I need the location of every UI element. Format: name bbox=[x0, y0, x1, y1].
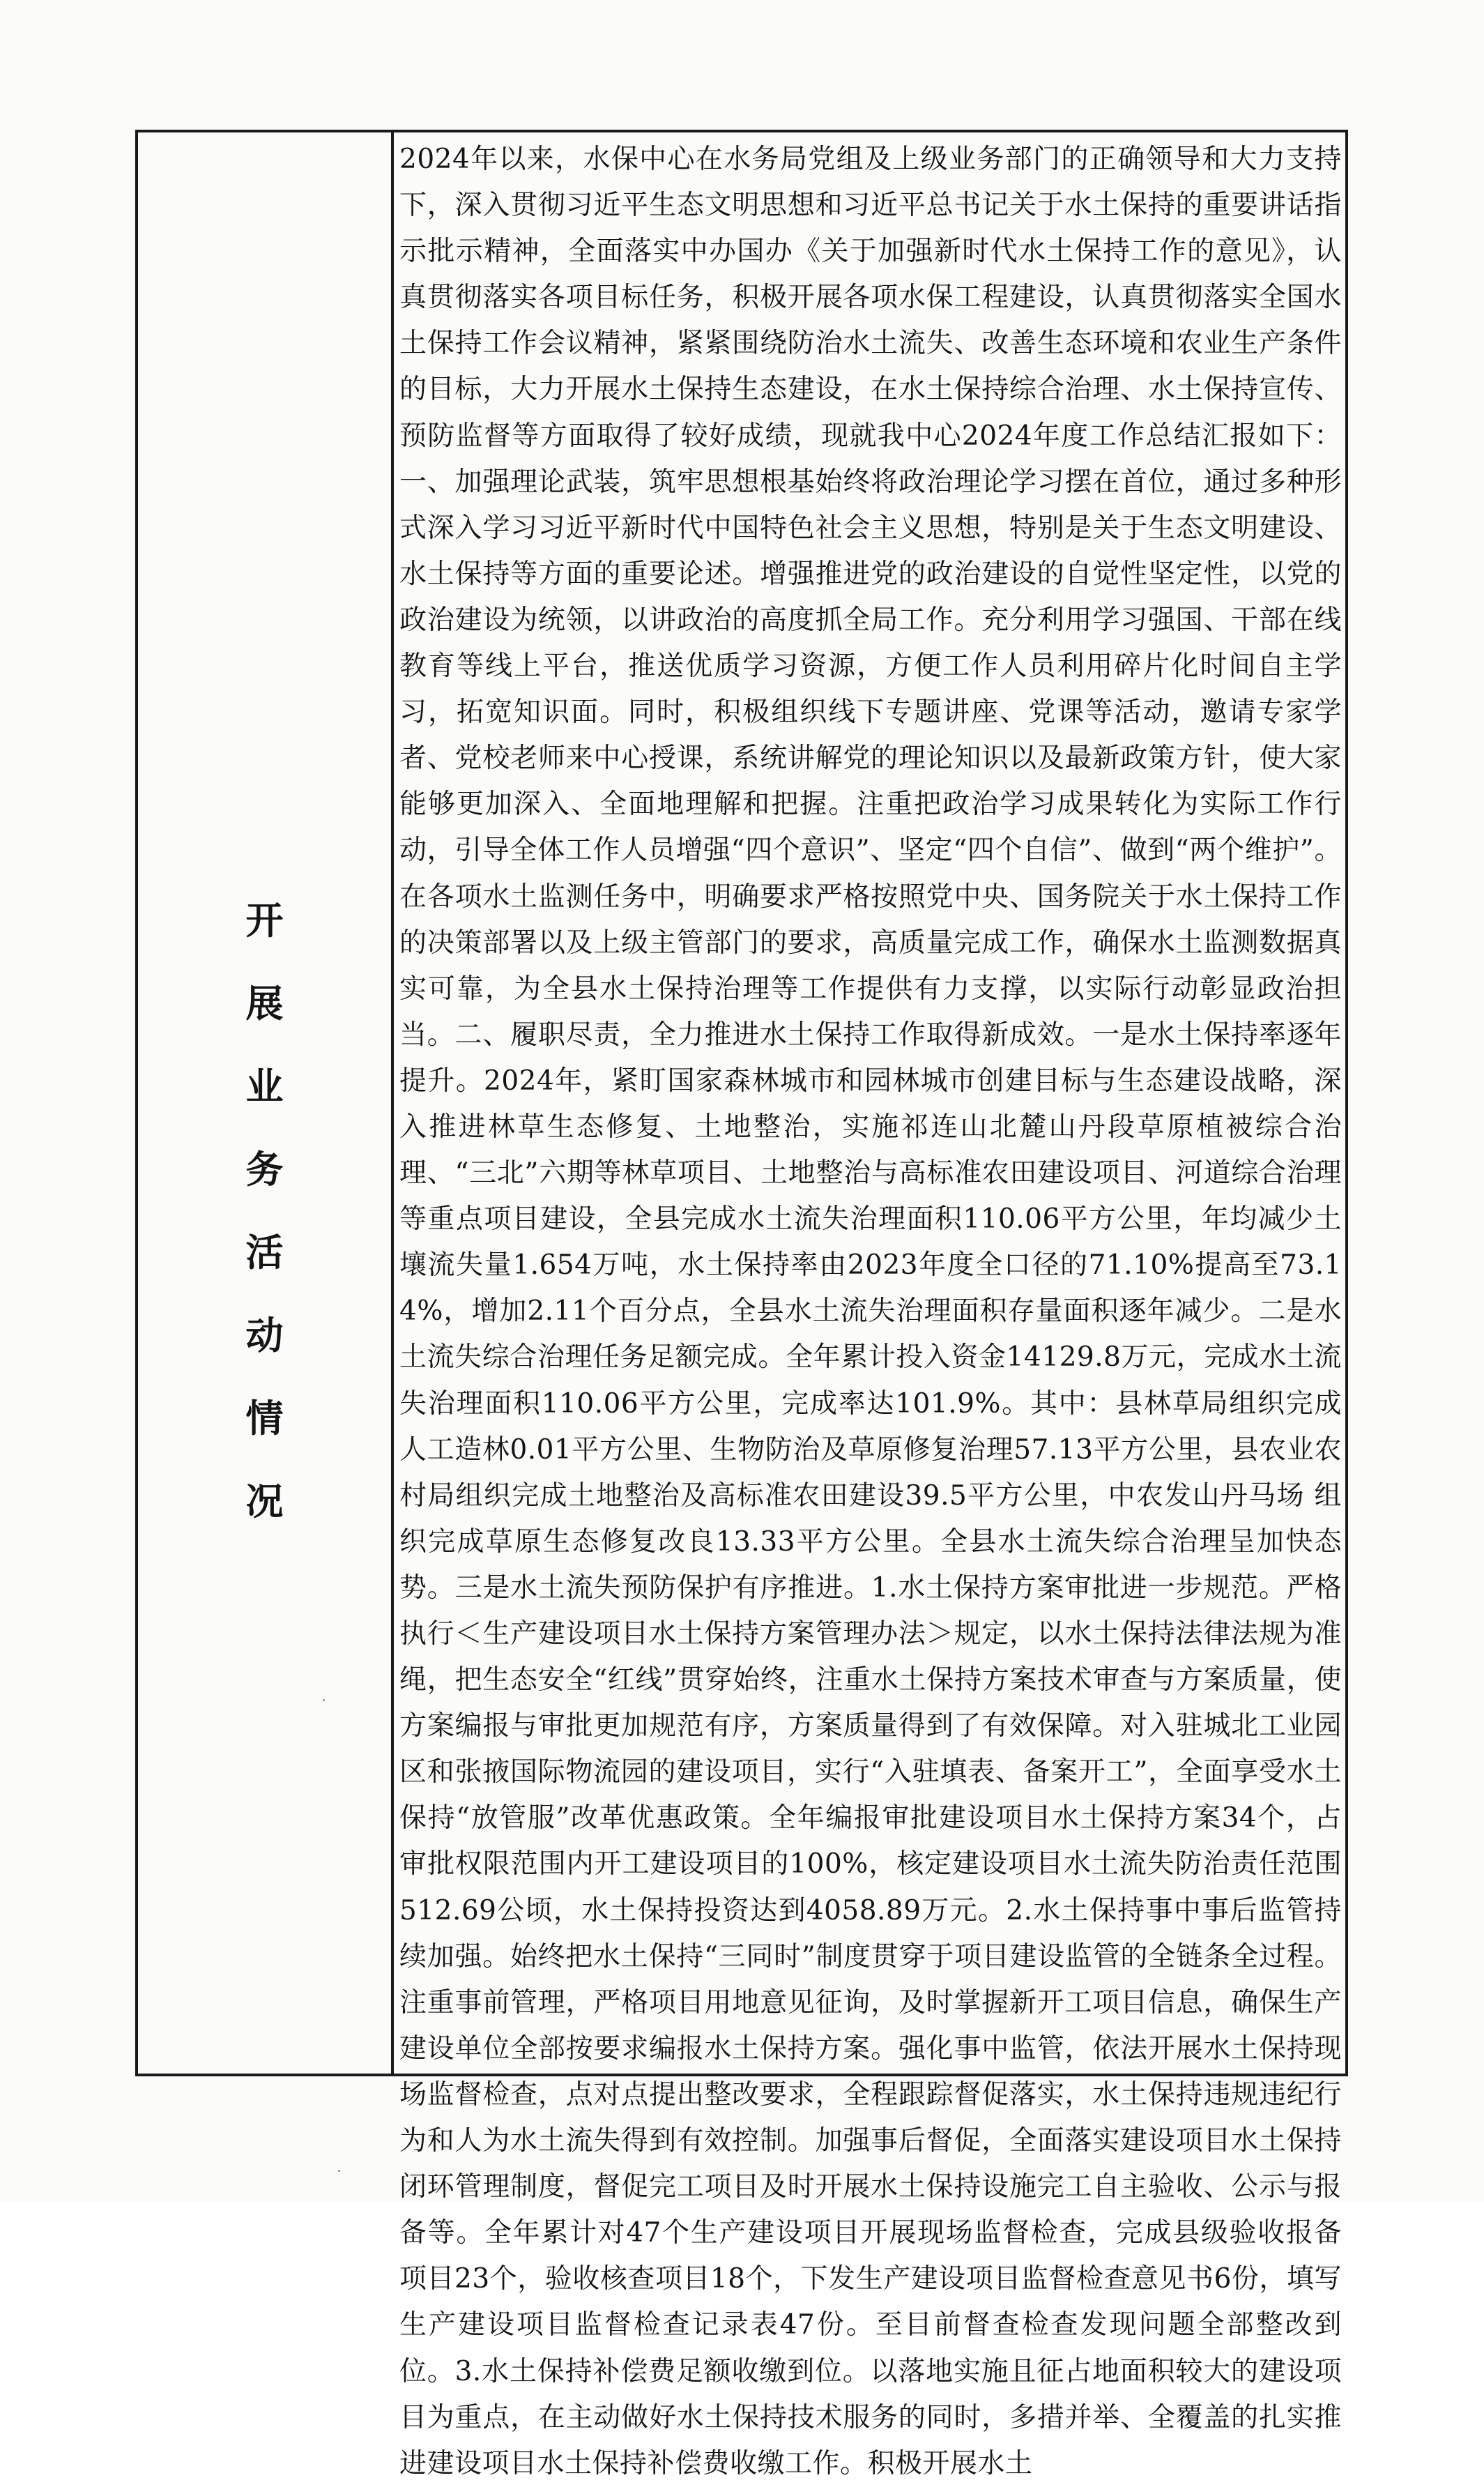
scan-speck bbox=[323, 1699, 325, 1701]
label-char: 业 bbox=[245, 1064, 284, 1109]
section-label-vertical bbox=[138, 898, 391, 1565]
label-char: 务 bbox=[245, 1147, 284, 1192]
section-label-cell bbox=[138, 132, 394, 2074]
work-summary-text: 2024年以来，水保中心在水务局党组及上级业务部门的正确领导和大力支持下，深入贯彻习近平生态文明思想和习近平总书记关于水土保持的重要讲话指示批示精神，全面落实中办国办《关于加强新时代水土保持工作的意见》，认真贯彻落实各项目标任务，积极开展各项水保工程建设，认真贯彻落实全国水土保持工作会议精神，紧紧围绕防治水土流失、改善生态环境和农业生产条件的目标，大力开展水土保持生态建设，在水土保持综合治理、水土保持宣传、预防监督等方面取得了较好成绩，现就我中心2024年度工作总结汇报如下：一、加强理论武装，筑牢思想根基始终将政治理论学习摆在首位，通过多种形式深入学习习近平新时代中国特色社会主义思想，特别是关于生态文明建设、水土保持等方面的重要论述。增强推进党的政治建设的自觉性坚定性，以党的政治建设为统领，以讲政治的高度抓全局工作。充分利用学习强国、干部在线教育等线上平台，推送优质学习资源，方便工作人员利用碎片化时间自主学习，拓宽知识面。同时，积极组织线下专题讲座、党课等活动，邀请专家学者、党校老师来中心授课，系统讲解党的理论知识以及最新政策方针，使大家能够更加深入、全面地理解和把握。注重把政治学习成果转化为实际工作行动，引导全体工作人员增强“四个意识”、坚定“四个自信”、做到“两个维护”。在各项水土监测任务中，明确要求严格按照党中央、国务院关于水土保持工作的决策部署以及上级主管部门的要求，高质量完成工作，确保水土监测数据真实可靠，为全县水土保持治理等工作提供有力支撑，以实际行动彰显政治担当。二、履职尽责，全力推进水土保持工作取得新成效。一是水土保持率逐年提升。2024年，紧盯国家森林城市和园林城市创建目标与生态建设战略，深入推进林草生态修复、土地整治，实施祁连山北麓山丹段草原植被综合治理、“三北”六期等林草项目、土地整治与高标准农田建设项目、河道综合治理等重点项目建设，全县完成水土流失治理面积110.06平方公里，年均减少土壤流失量1.654万吨，水土保持率由2023年度全口径的71.10%提高至73.14%，增加2.11个百分点，全县水土流失治理面积存量面积逐年减少。二是水土流失综合治理任务足额完成。全年累计投入资金14129.8万元，完成水土流失治理面积110.06平方公里，完成率达101.9%。其中：县林草局组织完成人工造林0.01平方公里、生物防治及草原修复治理57.13平方公里，县农业农村局组织完成土地整治及高标准农田建设39.5平方公里，中农发山丹马场 组织完成草原生态修复改良13.33平方公里。全县水土流失综合治理呈加快态势。三是水土流失预防保护有序推进。1.水土保持方案审批进一步规范。严格执行＜生产建设项目水土保持方案管理办法＞规定，以水土保持法律法规为准绳，把生态安全“红线”贯穿始终，注重水土保持方案技术审查与方案质量，使方案编报与审批更加规范有序，方案质量得到了有效保障。对入驻城北工业园区和张掖国际物流园的建设项目，实行“入驻填表、备案开工”，全面享受水土保持“放管服”改革优惠政策。全年编报审批建设项目水土保持方案34个，占审批权限范围内开工建设项目的100%，核定建设项目水土流失防治责任范围512.69公顷，水土保持投资达到4058.89万元。2.水土保持事中事后监管持续加强。始终把水土保持“三同时”制度贯穿于项目建设监管的全链条全过程。注重事前管理，严格项目用地意见征询，及时掌握新开工项目信息，确保生产建设单位全部按要求编报水土保持方案。强化事中监管，依法开展水土保持现场监督检查，点对点提出整改要求，全程跟踪督促落实，水土保持违规违纪行为和人为水土流失得到有效控制。加强事后督促，全面落实建设项目水土保持闭环管理制度，督促完工项目及时开展水土保持设施完工自主验收、公示与报备等。全年累计对47个生产建设项目开展现场监督检查，完成县级验收报备项目23个，验收核查项目18个，下发生产建设项目监督检查意见书6份，填写生产建设项目监督检查记录表47份。至目前督查检查发现问题全部整改到位。3.水土保持补偿费足额收缴到位。以落地实施且征占地面积较大的建设项目为重点，在主动做好水土保持技术服务的同时，多措并举、全覆盖的扎实推进建设项目水土保持补偿费收缴工作。积极开展水土 bbox=[399, 144, 1342, 2479]
label-char: 况 bbox=[245, 1479, 284, 1523]
scan-speck bbox=[338, 2170, 340, 2172]
label-char: 情 bbox=[245, 1396, 284, 1440]
label-char: 开 bbox=[245, 898, 284, 943]
label-char: 展 bbox=[245, 981, 284, 1026]
label-char: 动 bbox=[245, 1313, 284, 1357]
label-char: 活 bbox=[245, 1230, 284, 1275]
report-form-table bbox=[135, 130, 1348, 2479]
section-content-cell bbox=[394, 132, 1345, 2479]
